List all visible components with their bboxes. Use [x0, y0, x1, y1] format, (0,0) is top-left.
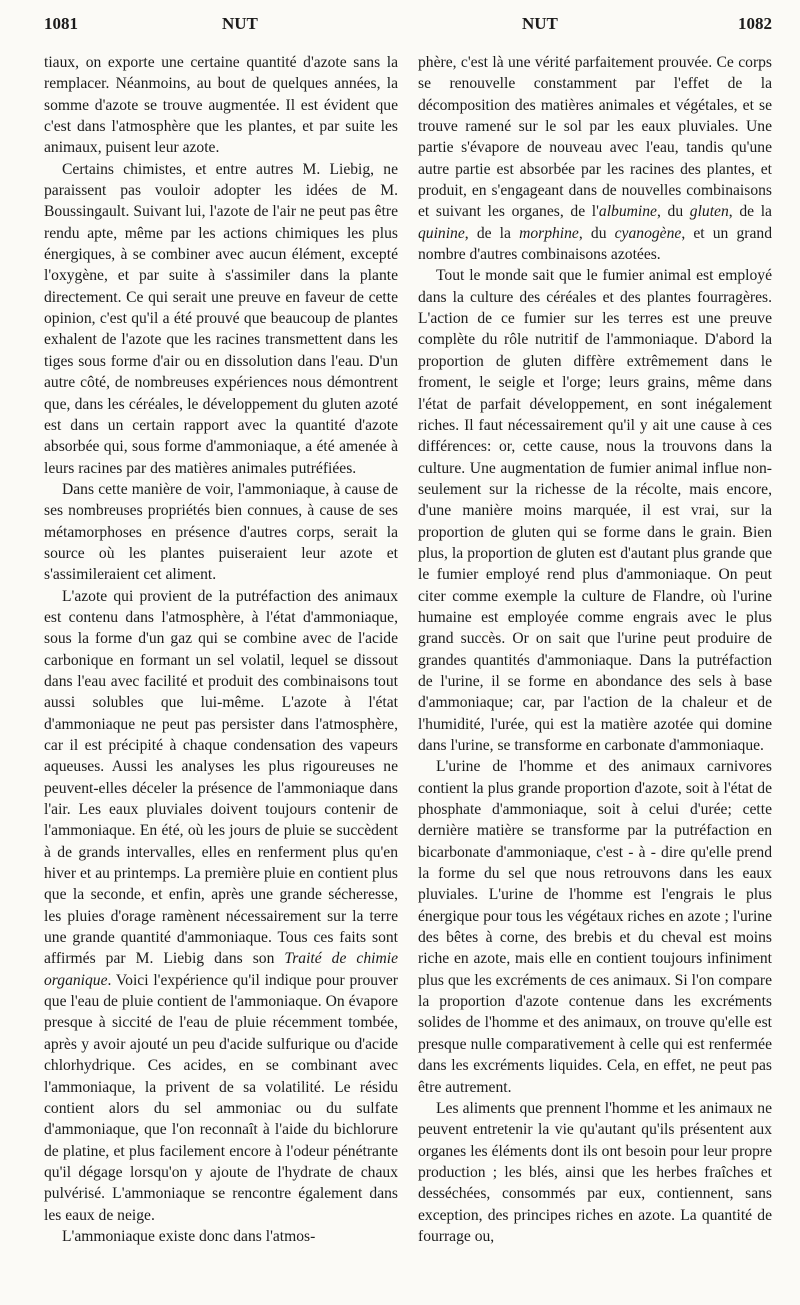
paragraph-text: , et un grand nombre d'autres combinaisons azotées. [418, 224, 772, 264]
paragraph: L'urine de l'homme et des animaux carnivores contient la plus grande proportion d'azote, soit à l'état de phosphate d'ammoniaque, soit à celui d'urée; cette dernière matière se transforme par la putréfaction en bicarbonate d'ammoniaque, c'est - à - dire qu'elle prend la forme du sel que nous retrouvons dans les eaux pluviales. L'urine de l'homme est l'engrais le plus énergique pour tous les végétaux riches en azote ; l'urine des bêtes à corne, des brebis et du cheval est moins riche en azote, mais elle en contient toujours infiniment plus que les excréments de ces animaux. Si l'on compare la proportion d'azote contenue dans les excréments solides de l'homme et des animaux, on trouve qu'elle est presque nulle comparativement à celle qui est renfermée dans les excréments liquides. Cela, en effet, ne peut pas être autrement. [418, 758, 772, 1096]
italic-term: quinine [418, 224, 465, 242]
paragraph-text: L'azote qui provient de la putréfaction des animaux est contenu dans l'atmosphère, à l'état d'ammoniaque, sous la forme d'un gaz qui se combine avec de l'acide carbonique en formant un sel volatil, lequel se dissout dans l'eau avec facilité et produit des combinaisons tout aussi solubles que lui-même. L'azote à l'état d'ammoniaque ne peut pas persister dans l'atmosphère, car il est précipité à chaque condensation des vapeurs aqueuses. Aussi les analyses les plus rigoureuses ne peuvent-elles déceler la présence de l'ammoniaque dans l'air. Les eaux pluviales doivent toujours contenir de l'ammoniaque. En été, où les jours de pluie se succèdent à de grands intervalles, elles en renferment plus qu'en hiver et au printemps. La première pluie en contient plus que la seconde, et enfin, après une grande sécheresse, les pluies d'orage ramènent nécessairement sur la terre une grande quantité d'ammoniaque. Tous ces faits sont affirmés par M. Liebig dans son [44, 587, 398, 968]
left-column [44, 52, 398, 1247]
italic-term: cyanogène [614, 224, 682, 242]
paragraph: Certains chimistes, et entre autres M. Liebig, ne paraissent pas vouloir adopter les idées de M. Boussingault. Suivant lui, l'azote de l'air ne peut pas être rendu apte, même par les actions chimiques les plus énergiques, à se combiner avec aucun élément, excepté l'oxygène, et par suite à s'assimiler dans la plante directement. Ce qui serait une preuve en faveur de cette opinion, c'est qu'il a été prouvé que beaucoup de plantes exhalent de l'azote que les racines transmettent dans les tiges sous forme d'air ou en dissolution dans l'eau. D'un autre côté, de nombreuses expériences nous démontrent que, dans les céréales, le développement du gluten azoté est dans un certain rapport avec la quantité d'azote absorbée qui, sous forme d'ammoniaque, a été amenée à leurs racines par des matières animales putréfiées. [44, 160, 398, 477]
paragraph-text: , de la [464, 224, 520, 242]
running-header [44, 14, 772, 40]
paragraph: Tout le monde sait que le fumier animal est employé dans la culture des céréales et des plantes fourragères. L'action de ce fumier sur les terres est une preuve complète du rôle nutritif de l'ammoniaque. D'abord la proportion de gluten diffère extrêmement dans le froment, le seigle et l'orge; leurs grains, même dans l'état de parfait développement, en sont inégalement riches. Il faut nécessairement qu'il y ait une cause à ces différences: or, cette cause, nous la trouvons dans la culture. Une augmentation de fumier animal influe non-seulement sur la richesse de la récolte, mais encore, d'une manière moins marquée, il est vrai, sur la proportion de gluten qui se forme dans le grain. Bien plus, la proportion de gluten est d'autant plus grande que le fumier employé rend plus d'ammoniaque. On peut citer comme exemple la culture de Flandre, où l'urine humaine est employée comme engrais avec le plus grand succès. Or on sait que l'urine peut produire de grandes quantités d'ammoniaque. Dans la putréfaction de l'urine, il se forme en abondance des sels à base d'ammoniaque; car, par l'action de la chaleur et de l'humidité, l'urée, qui est la matière azotée qui domine dans l'urine, se transforme en carbonate d'ammoniaque. [418, 267, 772, 754]
paragraph [418, 52, 772, 265]
book-title: Traité de chimie organique [44, 950, 398, 989]
paragraph-text: . Voici l'expérience qu'il indique pour prouver que l'eau de pluie contient de l'ammoniaque. On évapore presque à siccité de l'eau de pluie récemment tombée, après y avoir ajouté un peu d'acide sulfurique ou d'acide chlorhydrique. Ces acides, en se combinant avec l'ammoniaque, la privent de sa volatilité. Le résidu contient alors du sel ammoniac ou du sulfate d'ammoniaque, que l'on reconnaît à l'aide du bichlorure de platine, et plus facilement encore à l'odeur pénétrante qu'il dégage lorsqu'on y ajoute de l'hydrate de chaux pulvérisé. L'ammoniaque se rencontre également dans les eaux de neige. [44, 971, 398, 1224]
paragraph: L'ammoniaque existe donc dans l'atmos- [62, 1227, 316, 1245]
header-word-left: NUT [222, 14, 258, 33]
page-number-right: 1082 [738, 14, 772, 33]
italic-term: albumine [598, 203, 657, 221]
header-word-right: NUT [522, 14, 558, 33]
page-number-left: 1081 [44, 14, 78, 33]
paragraph: Dans cette manière de voir, l'ammoniaque, à cause de ses nombreuses propriétés bien connues, à cause de ses métamorphoses en présence d'autres corps, serait la source où les plantes puiseraient leur azote et s'assimileraient cet aliment. [44, 480, 398, 584]
right-column [418, 52, 772, 1247]
paragraph-text: phère, c'est là une vérité parfaitement prouvée. Ce corps se renouvelle constamment par l'effet de la décomposition des matières animales et végétales, et se trouve ramené sur le sol par les eaux pluviales. Une partie s'évapore de nouveau avec l'eau, tandis qu'une autre partie est absorbée par les racines des plantes, et produit, en s'engageant dans de nouvelles combinaisons et suivant les organes, de l' [418, 54, 772, 221]
paragraph-text: , du [656, 203, 690, 221]
italic-term: gluten [689, 203, 729, 221]
paragraph: Les aliments que prennent l'homme et les animaux ne peuvent entretenir la vie qu'autant qu'ils présentent aux organes les éléments dont ils ont besoin pour leur propre production ; les blés, ainsi que les herbes fraîches et desséchées, consommés par eux, contiennent, sans exception, des principes riches en azote. La quantité de fourrage ou, [418, 1099, 772, 1245]
paragraph-text: , du [578, 224, 615, 242]
text-columns [44, 52, 772, 1247]
paragraph [44, 586, 398, 1226]
paragraph: tiaux, on exporte une certaine quantité d'azote sans la remplacer. Néanmoins, au bout de quelques années, la somme d'azote se trouve augmentée. Il est évident que c'est dans l'atmosphère que les plantes, et par suite les animaux, puisent leur azote. [44, 54, 398, 157]
italic-term: morphine [519, 224, 579, 242]
paragraph-text: , de la [728, 203, 772, 221]
